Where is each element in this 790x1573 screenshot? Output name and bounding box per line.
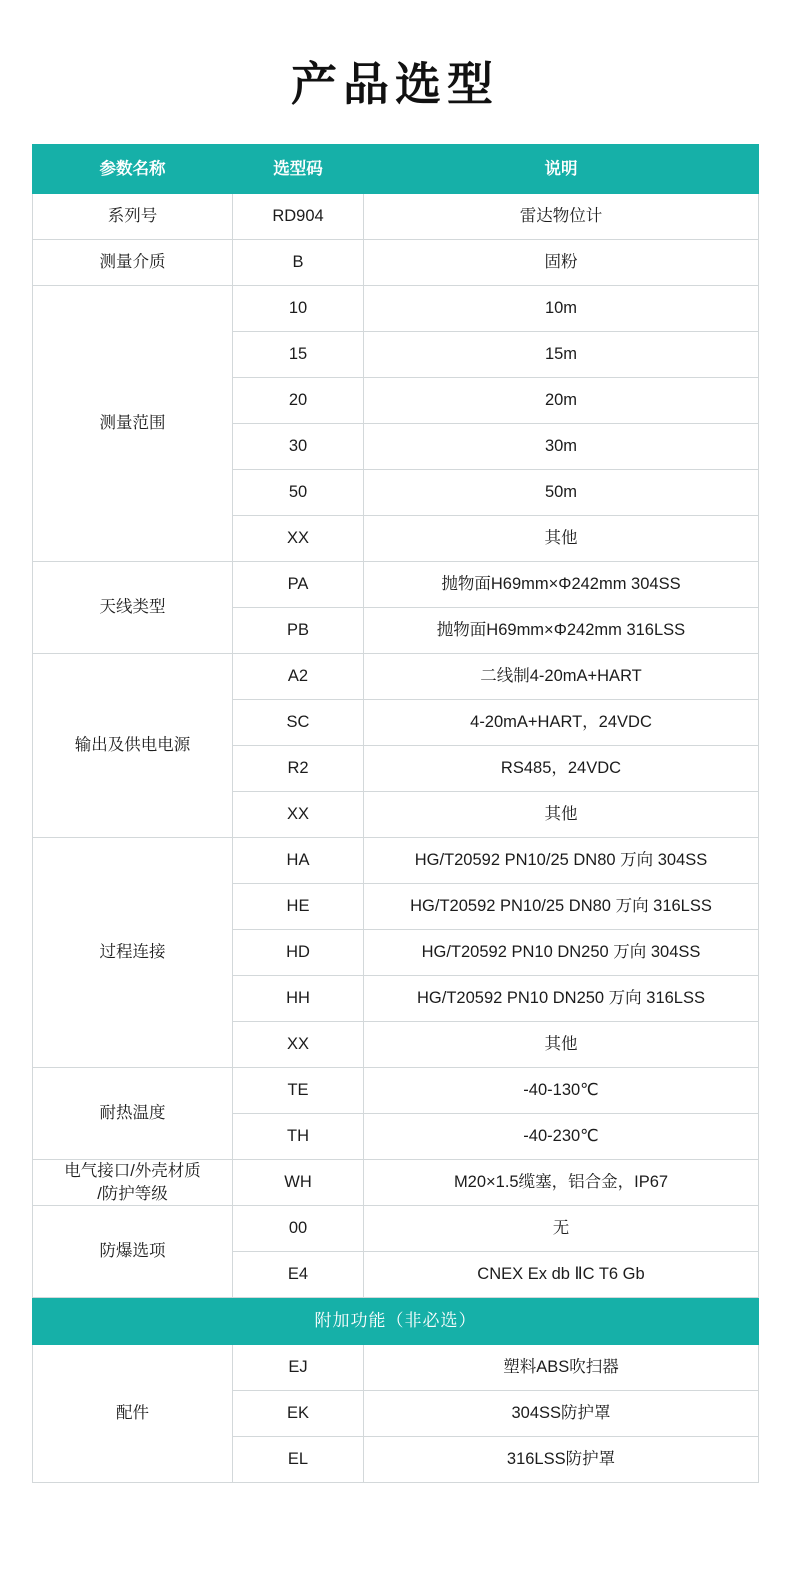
parameter-name-cell: 过程连接	[33, 838, 233, 1068]
parameter-name-cell: 天线类型	[33, 562, 233, 654]
parameter-name-cell: 系列号	[33, 194, 233, 240]
selection-code-cell: PB	[233, 608, 364, 654]
selection-code-cell: PA	[233, 562, 364, 608]
column-header-parameter: 参数名称	[33, 145, 233, 194]
parameter-name-cell: 防爆选项	[33, 1206, 233, 1298]
selection-code-cell: 00	[233, 1206, 364, 1252]
spec-table-wrapper	[0, 144, 790, 1523]
parameter-name-cell: 测量介质	[33, 240, 233, 286]
selection-code-cell: HE	[233, 884, 364, 930]
description-cell: 10m	[364, 286, 759, 332]
table-row	[33, 838, 759, 884]
parameter-name-cell: 耐热温度	[33, 1068, 233, 1160]
table-row	[33, 1160, 759, 1206]
table-body	[33, 194, 759, 1483]
selection-code-cell: XX	[233, 1022, 364, 1068]
selection-code-cell: 10	[233, 286, 364, 332]
selection-code-cell: SC	[233, 700, 364, 746]
description-cell: 抛物面H69mm×Φ242mm 316LSS	[364, 608, 759, 654]
description-cell: 4-20mA+HART，24VDC	[364, 700, 759, 746]
table-row	[33, 1345, 759, 1391]
description-cell: 其他	[364, 1022, 759, 1068]
table-row	[33, 1068, 759, 1114]
selection-code-cell: HA	[233, 838, 364, 884]
description-cell: 二线制4-20mA+HART	[364, 654, 759, 700]
description-cell: 抛物面H69mm×Φ242mm 304SS	[364, 562, 759, 608]
table-row	[33, 654, 759, 700]
selection-code-cell: HD	[233, 930, 364, 976]
table-row	[33, 194, 759, 240]
column-header-code: 选型码	[233, 145, 364, 194]
table-row	[33, 240, 759, 286]
description-cell: 塑料ABS吹扫器	[364, 1345, 759, 1391]
description-cell: M20×1.5缆塞，铝合金，IP67	[364, 1160, 759, 1206]
description-cell: 50m	[364, 470, 759, 516]
selection-code-cell: E4	[233, 1252, 364, 1298]
description-cell: 304SS防护罩	[364, 1391, 759, 1437]
description-cell: HG/T20592 PN10 DN250 万向 316LSS	[364, 976, 759, 1022]
description-cell: HG/T20592 PN10 DN250 万向 304SS	[364, 930, 759, 976]
section-band-label: 附加功能（非必选）	[33, 1298, 759, 1345]
parameter-name-cell: 输出及供电电源	[33, 654, 233, 838]
description-cell: -40-230℃	[364, 1114, 759, 1160]
selection-code-cell: TE	[233, 1068, 364, 1114]
table-header	[33, 145, 759, 194]
selection-code-cell: EK	[233, 1391, 364, 1437]
selection-code-cell: EL	[233, 1437, 364, 1483]
selection-code-cell: R2	[233, 746, 364, 792]
description-cell: 15m	[364, 332, 759, 378]
selection-code-cell: TH	[233, 1114, 364, 1160]
selection-code-cell: A2	[233, 654, 364, 700]
description-cell: 30m	[364, 424, 759, 470]
description-cell: 无	[364, 1206, 759, 1252]
description-cell: CNEX Ex db ⅡC T6 Gb	[364, 1252, 759, 1298]
description-cell: RS485，24VDC	[364, 746, 759, 792]
selection-code-cell: 20	[233, 378, 364, 424]
parameter-name-cell: 测量范围	[33, 286, 233, 562]
description-cell: 其他	[364, 516, 759, 562]
table-header-row	[33, 145, 759, 194]
description-cell: 20m	[364, 378, 759, 424]
page-title: 产品选型	[291, 58, 499, 110]
description-cell: 其他	[364, 792, 759, 838]
table-row	[33, 562, 759, 608]
selection-code-cell: 15	[233, 332, 364, 378]
description-cell: 雷达物位计	[364, 194, 759, 240]
table-row	[33, 286, 759, 332]
product-selection-table	[32, 144, 759, 1483]
selection-code-cell: 30	[233, 424, 364, 470]
parameter-name-cell: 电气接口/外壳材质 /防护等级	[33, 1160, 233, 1206]
description-cell: HG/T20592 PN10/25 DN80 万向 316LSS	[364, 884, 759, 930]
selection-code-cell: RD904	[233, 194, 364, 240]
selection-code-cell: B	[233, 240, 364, 286]
parameter-name-cell: 配件	[33, 1345, 233, 1483]
section-band-row	[33, 1298, 759, 1345]
selection-code-cell: WH	[233, 1160, 364, 1206]
description-cell: 316LSS防护罩	[364, 1437, 759, 1483]
selection-code-cell: XX	[233, 792, 364, 838]
selection-code-cell: EJ	[233, 1345, 364, 1391]
description-cell: 固粉	[364, 240, 759, 286]
selection-code-cell: XX	[233, 516, 364, 562]
selection-code-cell: 50	[233, 470, 364, 516]
description-cell: HG/T20592 PN10/25 DN80 万向 304SS	[364, 838, 759, 884]
table-row	[33, 1206, 759, 1252]
column-header-description: 说明	[364, 145, 759, 194]
description-cell: -40-130℃	[364, 1068, 759, 1114]
selection-code-cell: HH	[233, 976, 364, 1022]
